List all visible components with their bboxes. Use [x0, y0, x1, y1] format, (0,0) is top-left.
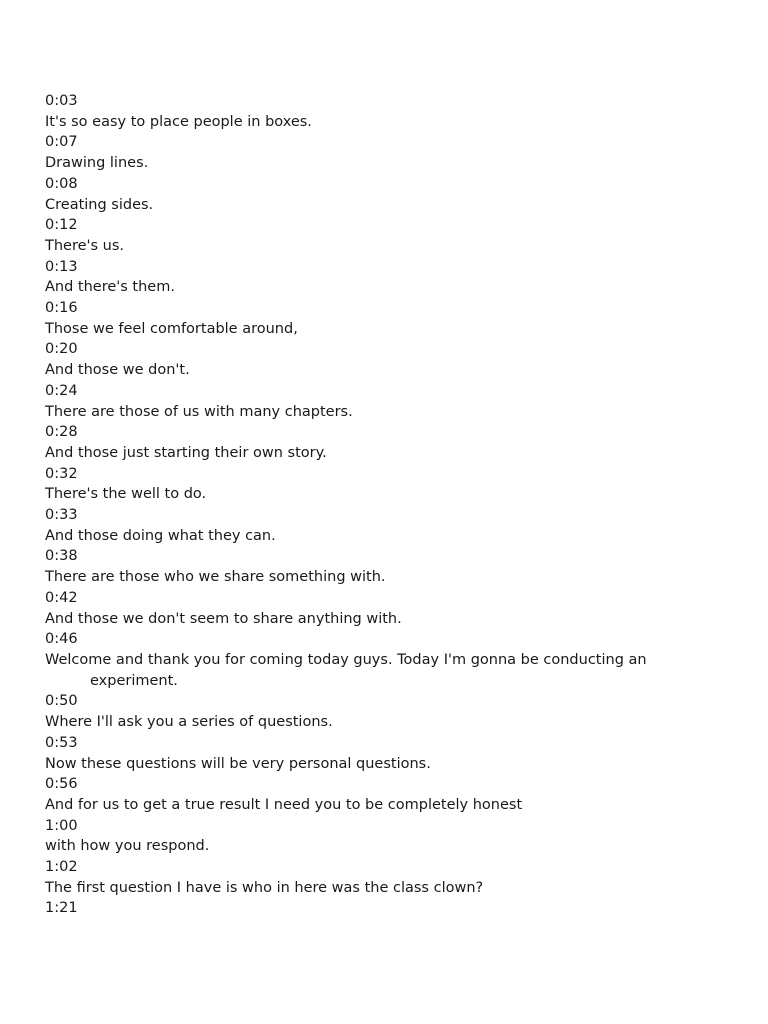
- timestamp: 0:20: [45, 341, 78, 358]
- timestamp: 1:02: [45, 859, 78, 876]
- caption-text: And those just starting their own story.: [45, 444, 327, 461]
- timestamp: 1:21: [45, 900, 78, 917]
- timestamp: 0:24: [45, 382, 78, 399]
- caption-text: Those we feel comfortable around,: [45, 320, 298, 337]
- timestamp: 0:53: [45, 734, 78, 751]
- caption-text: There's the well to do.: [45, 486, 207, 503]
- timestamp: 1:00: [45, 817, 78, 834]
- caption-text: And those doing what they can.: [45, 527, 276, 544]
- timestamp: 0:46: [45, 631, 78, 648]
- caption-text: Drawing lines.: [45, 155, 149, 172]
- timestamp: 0:08: [45, 175, 78, 192]
- timestamp: 0:56: [45, 776, 78, 793]
- timestamp: 0:38: [45, 548, 78, 565]
- caption-text: Creating sides.: [45, 196, 154, 213]
- caption-text: Welcome and thank you for coming today guys. Today I'm gonna be conducting an experiment.: [45, 651, 647, 689]
- timestamp: 0:12: [45, 217, 78, 234]
- caption-text: And there's them.: [45, 279, 175, 296]
- timestamp: 0:07: [45, 134, 78, 151]
- caption-text: There's us.: [45, 237, 125, 254]
- caption-text: Now these questions will be very personal questions.: [45, 755, 431, 772]
- caption-text: The first question I have is who in here was the class clown?: [45, 879, 484, 896]
- caption-text: And those we don't.: [45, 362, 190, 379]
- caption-text: There are those who we share something with.: [45, 569, 386, 586]
- caption-text: It's so easy to place people in boxes.: [45, 113, 312, 130]
- timestamp: 0:32: [45, 465, 78, 482]
- caption-text: And those we don't seem to share anything with.: [45, 610, 402, 627]
- timestamp: 0:50: [45, 693, 78, 710]
- timestamp: 0:42: [45, 589, 78, 606]
- timestamp: 0:16: [45, 300, 78, 317]
- caption-text: Where I'll ask you a series of questions.: [45, 714, 333, 731]
- timestamp: 0:03: [45, 93, 78, 109]
- caption-text: And for us to get a true result I need you to be completely honest: [45, 796, 523, 813]
- timestamp: 0:28: [45, 424, 78, 441]
- caption-text: with how you respond.: [45, 838, 210, 855]
- timestamp: 0:33: [45, 507, 78, 524]
- transcript: [45, 91, 725, 919]
- caption-text: There are those of us with many chapters.: [45, 403, 353, 420]
- timestamp: 0:13: [45, 258, 78, 275]
